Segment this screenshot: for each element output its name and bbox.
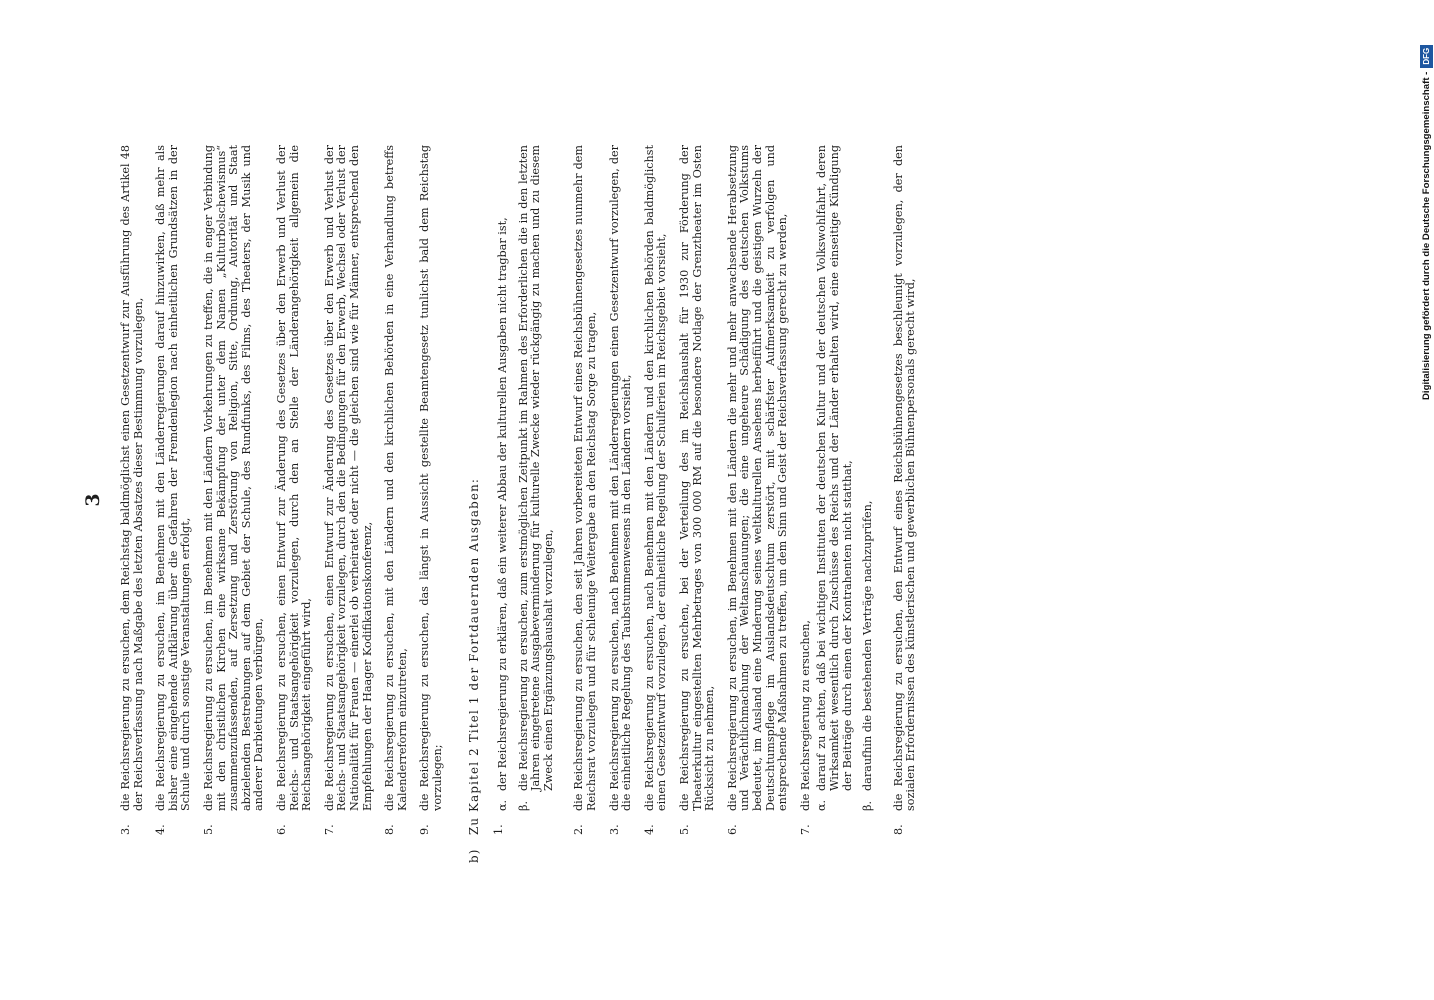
resolution-item: [679, 145, 717, 835]
item-text: [727, 145, 790, 811]
item-number: 4.: [154, 824, 168, 835]
item-number: 8.: [891, 824, 905, 835]
resolution-item: [120, 145, 145, 835]
resolution-item: [493, 145, 563, 835]
resolution-item: [384, 145, 409, 835]
item-number: 7.: [322, 824, 336, 835]
item-text-line: die Reichsregierung zu ersuchen, nach Benehmen mit den Ländern und den kirchlichen Behörden baldmöglichst einen Gesetzentwurf vorzulegen, der einheitliche Regelung der Schulferien im Reichsgebiet vorsieht,: [642, 145, 669, 811]
item-number: 3.: [119, 824, 132, 835]
resolution-item: [203, 145, 266, 835]
item-number: 6.: [725, 824, 739, 835]
item-number: 3.: [607, 824, 621, 835]
item-text: [493, 145, 563, 811]
item-text: [644, 145, 669, 811]
item-text-line: die Reichsregierung zu ersuchen, bei der Verteilung des im Reichshaushalt für 1930 zur Förderung der Theaterkultur eingestellten Mehrbetrages von 300 000 RM auf die besondere Notlage der Grenztheater im Osten Rücksicht zu nehmen,: [678, 145, 717, 811]
sub-item-text: die Reichsregierung zu ersuchen, zum erstmöglichen Zeitpunkt im Rahmen des Erforderlichen die in den letzten Jahren eingetretene Ausgabeverminderung für kulturelle Zwecke wieder rückgängig zu machen und zu diesem Zweck einen Ergänzungshaushalt vorzulegen,: [516, 145, 555, 791]
section-b-list: [493, 145, 918, 835]
sub-item-letter: α.: [815, 799, 829, 811]
item-number: 5.: [201, 824, 215, 835]
resolution-item: [800, 145, 883, 835]
resolution-item: [893, 145, 918, 835]
item-text-line: die Reichsregierung zu ersuchen, nach Benehmen mit den Länderregierungen einen Gesetzentwurf vorzulegen, der die einheitliche Regelung des Taubstummenwesens in den Ländern vorsieht,: [607, 145, 634, 811]
item-text: die Reichsregierung zu ersuchen, einen Entwurf zur Änderung des Gesetzes über den Erwerb und Verlust der Reichs- und Staatsangehörigkeit vorzulegen, durch den an Stelle der Länderangehörigkeit allgemein die Reichsangehörigkeit eingeführt wird,: [274, 145, 314, 811]
resolution-item: [609, 145, 634, 835]
sub-item-text: darauf zu achten, daß bei wichtigen Instituten der deutschen Kultur und der deutschen Volkswohlfahrt, deren Wirksamkeit wesentlich durch Zuschüsse des Reichs und der Länder erhalten wird, eine einseitige Kündigung der Beiträge durch einen der Kontrahenten nicht statthat,: [815, 145, 854, 791]
item-text: die Reichsregierung zu ersuchen, das längst in Aussicht gestellte Beamtengesetz tunlichst bald dem Reichstag vorzulegen;: [418, 145, 444, 811]
item-text: die Reichsregierung zu ersuchen, einen Entwurf zur Änderung des Gesetzes über den Erwerb und Verlust der Reichs- und Staatsangehörigkeit vorzulegen, durch den die Bedingungen für den Erwerb, Wechsel oder Verlust der Nationalität für Frauen — einerlei ob verheiratet oder nicht — die gleichen sind wie für Männer, entsprechend den Empfehlungen der Haager Kodifikationskonferenz,: [322, 145, 374, 811]
funding-note-inner: [1416, 8, 1434, 998]
sub-item: [862, 145, 875, 811]
item-text: die Reichsregierung zu ersuchen, mit den Ländern und den kirchlichen Behörden in eine Verhandlung betreffs Kalenderreform einzutreten,: [383, 145, 409, 811]
funding-note: [1416, 8, 1434, 998]
item-text-line: die Reichsregierung zu ersuchen,: [798, 620, 812, 811]
item-number: 7.: [798, 824, 812, 835]
section-b-label: b): [467, 848, 482, 863]
item-number: 6.: [274, 824, 288, 835]
sub-item: [816, 145, 854, 811]
item-text: [893, 145, 918, 811]
item-text: [679, 145, 717, 811]
item-text-line: die Reichsregierung zu ersuchen, den Entwurf eines Reichsbühnengesetzes beschleunigt vorzulegen, der den sozialen Erfordernissen des künstlerischen und gewerblichen Bühnenpersonals gerecht wird,: [891, 145, 918, 811]
item-number: 2.: [572, 824, 586, 835]
item-text-line: die Reichsregierung zu ersuchen, im Benehmen mit den Ländern die mehr und mehr anwachsende Herabsetzung und Verächtlichmachung der Weltanschauungen; die eine ungeheure Schädigung des deutschen Volkstums bedeutet, im Ausland eine Minderung seines weltkulturellen Ansehens herbeiführt und die geistigen Wurzeln der Deutschtumspflege im Auslandsdeutschtum zerstört, mit schärfster Aufmerksamkeit zu verfolgen und entsprechende Maßnahmen zu treffen, um dem Sinn und Geist der Reichsverfassung gerecht zu werden,: [725, 145, 790, 811]
resolution-item: [573, 145, 598, 835]
item-text: die Reichsregierung zu ersuchen, im Benehmen mit den Ländern Vorkehrungen zu treffen, die in enger Verbindung mit den christlichen Kirchen eine wirksame Bekämpfung der unter dem Namen „Kulturbolschewismus“ zusammenzufassenden, auf Zersetzung und Zerstörung von Religion, Sitte, Ordnung, Autorität und Staat abzielenden Bestrebungen auf dem Gebiet der Schule, des Rundfunks, des Films, des Theaters, der Musik und anderer Darbietungen verbürgen,: [201, 145, 266, 811]
item-text: die Reichsregierung zu ersuchen, im Benehmen mit den Länderregierungen darauf hinzuwirken, daß mehr als bisher eine eingehende Aufklärung über die Gefahren der Fremdenlegion nach einheitlichen Grundsätzen in der Schule und durch sonstige Veranstaltungen erfolgt,: [154, 145, 193, 811]
sub-item-letter: β.: [861, 800, 875, 811]
sub-item-letter: β.: [516, 800, 530, 811]
page-number: 3: [82, 493, 104, 507]
item-text: [573, 145, 598, 811]
sub-item: [518, 145, 556, 811]
item-number: 9.: [418, 824, 432, 835]
resolution-item: [727, 145, 790, 835]
item-number: 8.: [383, 824, 397, 835]
section-b-title: Zu Kapitel 2 Titel 1 der Fortdauernden Ausgaben:: [467, 477, 482, 835]
sub-item-text: der Reichsregierung zu erklären, daß ein weiterer Abbau der kulturellen Ausgaben nicht tragbar ist,: [496, 217, 510, 791]
item-number: 5.: [678, 824, 691, 835]
resolution-item: [419, 145, 444, 835]
item-text: die Reichsregierung zu ersuchen, dem Reichstag baldmöglichst einen Gesetzentwurf zur Ausführung des Artikel 48 der Reichsverfassung nach Maßgabe des letzten Absatzes dieser Bestimmung vorzulegen,: [119, 145, 145, 811]
sub-item: [497, 145, 510, 811]
item-number: 1.: [492, 824, 506, 835]
item-text: [609, 145, 634, 811]
item-number: 4.: [642, 824, 656, 835]
resolution-item: [155, 145, 193, 835]
funding-note-text: Digitalisierung gefördert durch die Deutsche Forschungsgemeinschaft -: [1420, 71, 1432, 400]
sub-item-letter: α.: [496, 799, 510, 811]
document-body: [119, 145, 928, 863]
section-a-list: [120, 145, 444, 835]
resolution-item: [324, 145, 374, 835]
item-text-line: die Reichsregierung zu ersuchen, den seit Jahren vorbereiteten Entwurf eines Reichsbühnengesetzes nunmehr dem Reichsrat vorzulegen und für schleunige Weitergabe an den Reichstag Sorge zu tragen,: [572, 145, 599, 811]
item-text: [800, 145, 883, 811]
sub-item-text: daraufhin die bestehenden Verträge nachzuprüfen,: [861, 500, 875, 791]
dfg-logo: DFG: [1420, 45, 1433, 68]
resolution-item: [276, 145, 314, 835]
resolution-item: [644, 145, 669, 835]
section-b-heading: [468, 145, 481, 863]
